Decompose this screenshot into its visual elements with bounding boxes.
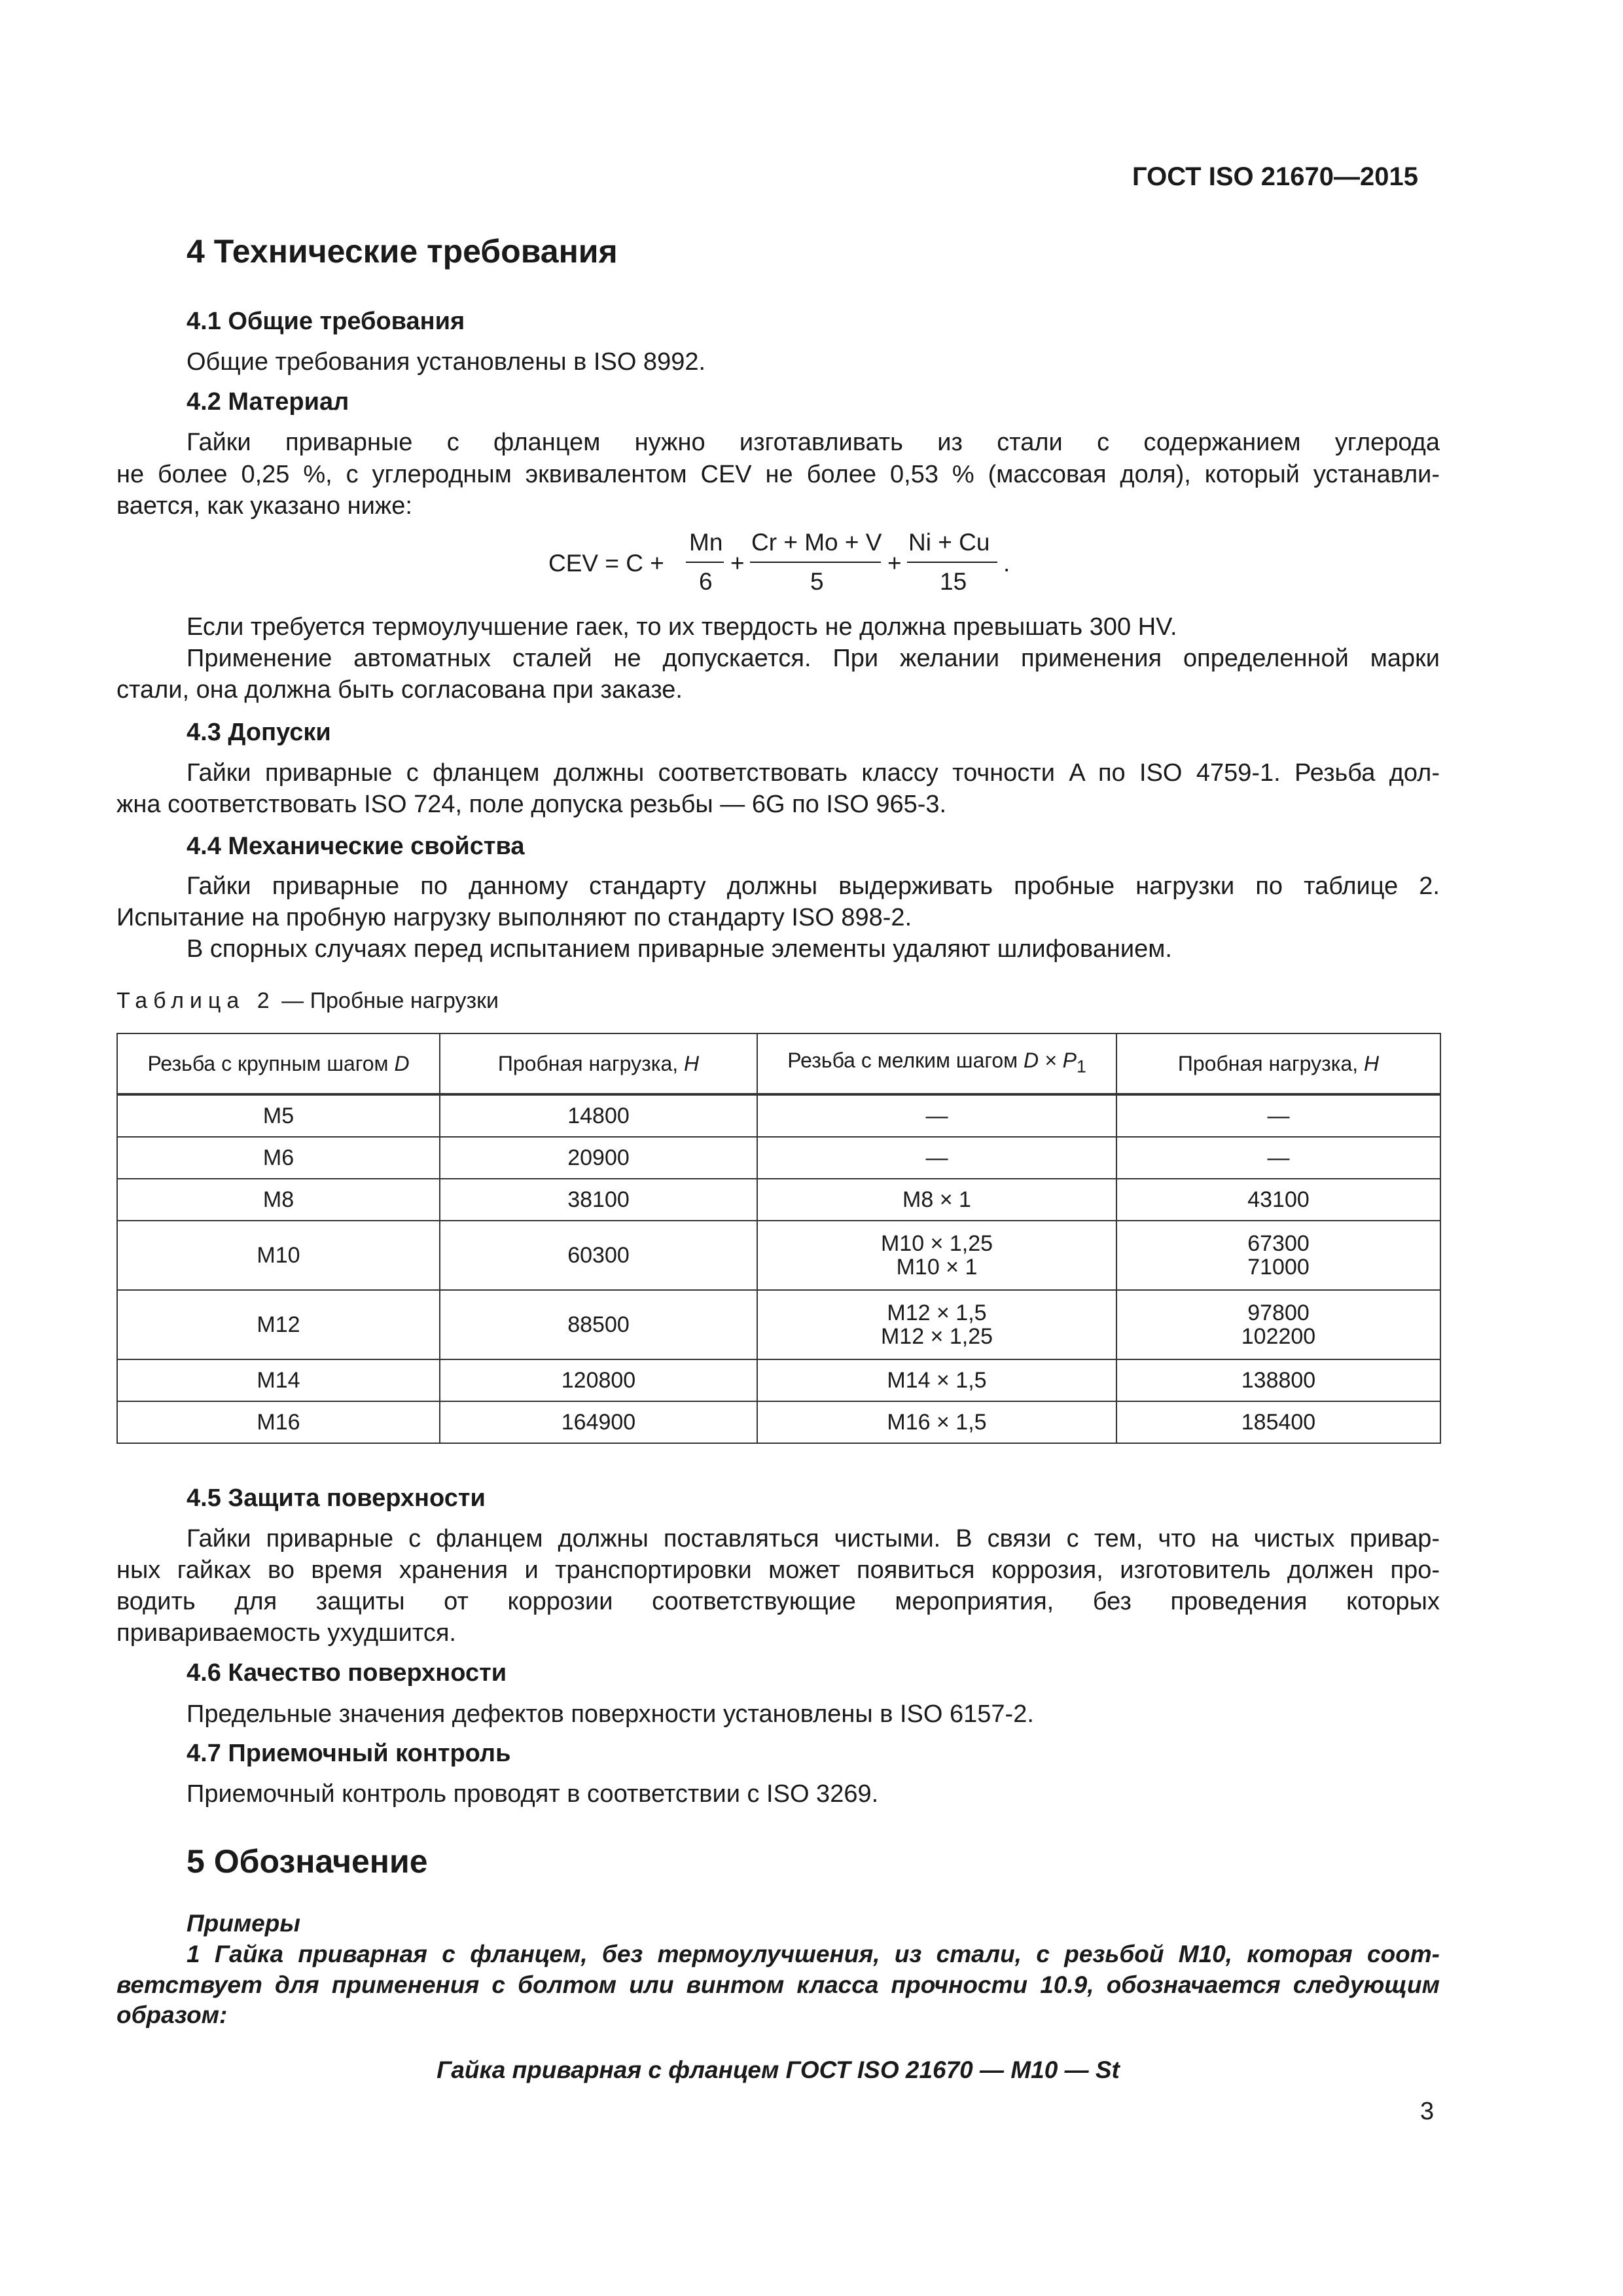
section-4-2-title: 4.2 Материал [187, 388, 349, 416]
formula-f1-den: 6 [699, 568, 713, 595]
cell-fine-load: 67300 71000 [1116, 1221, 1440, 1290]
cev-formula [548, 529, 1020, 601]
formula-f2-num: Cr + Mo + V [751, 529, 882, 556]
designation-example: Гайка приварная с фланцем ГОСТ ISO 21670 — M10 — St [437, 2056, 1120, 2083]
formula-fraction-bar-2 [750, 562, 881, 563]
formula-f3-num: Ni + Cu [908, 529, 990, 556]
section-4-3-line-1: Гайки приварные с фланцем должны соответствовать классу точности A по ISO 4759-1. Резьба дол- [187, 759, 1440, 787]
cell-fine-load: 138800 [1116, 1359, 1440, 1401]
section-4-3-line-2: жна соответствовать ISO 724, поле допуска резьбы — 6G по ISO 965-3. [116, 791, 947, 818]
section-4-5-line-4: привариваемость ухудшится. [116, 1619, 456, 1647]
formula-fraction-bar-3 [907, 562, 997, 563]
cell-coarse: M5 [117, 1094, 440, 1137]
table-row [117, 1221, 1440, 1290]
formula-lhs: CEV = C + [548, 550, 664, 577]
formula-f2-den: 5 [810, 568, 824, 595]
cell-fine-load: 97800 102200 [1116, 1290, 1440, 1359]
cell-fine: M10 × 1,25 M10 × 1 [757, 1221, 1116, 1290]
header-probe-load-1: Пробная нагрузка, Н [440, 1033, 757, 1094]
formula-f3-den: 15 [940, 568, 967, 595]
cell-fine: M14 × 1,5 [757, 1359, 1116, 1401]
cell-fine: M12 × 1,5 M12 × 1,25 [757, 1290, 1116, 1359]
section-4-6-text: Предельные значения дефектов поверхности установлены в ISO 6157-2. [187, 1700, 1034, 1728]
cell-fine: M16 × 1,5 [757, 1401, 1116, 1443]
table-row [117, 1094, 1440, 1137]
section-5-title: 5 Обозначение [187, 1843, 428, 1880]
table-row [117, 1359, 1440, 1401]
cell-fine: — [757, 1137, 1116, 1179]
section-4-7-title: 4.7 Приемочный контроль [187, 1740, 511, 1767]
section-4-3-title: 4.3 Допуски [187, 719, 331, 746]
cell-load: 120800 [440, 1359, 757, 1401]
section-4-4-line-2: Испытание на пробную нагрузку выполняют по стандарту ISO 898-2. [116, 904, 912, 931]
section-4-5-line-1: Гайки приварные с фланцем должны поставляться чистыми. В связи с тем, что на чистых привар- [187, 1525, 1440, 1552]
cell-fine-load: — [1116, 1094, 1440, 1137]
section-4-2-line-2: не более 0,25 %, с углеродным эквивалентом CEV не более 0,53 % (массовая доля), который устанавли- [116, 461, 1440, 488]
table-row [117, 1179, 1440, 1221]
formula-end: . [1003, 550, 1010, 577]
table-row [117, 1137, 1440, 1179]
example-1-line-2: ветствует для применения с болтом или винтом класса прочности 10.9, обозначается следующим [116, 1971, 1440, 1998]
section-4-2-line-1: Гайки приварные с фланцем нужно изготавливать из стали с содержанием углерода [187, 429, 1440, 456]
section-4-2-after-2: Применение автоматных сталей не допускается. При желании применения определенной марки [187, 645, 1440, 672]
cell-load: 14800 [440, 1094, 757, 1137]
section-4-6-title: 4.6 Качество поверхности [187, 1659, 507, 1687]
table-2-caption-prefix: Таблица 2 [116, 988, 276, 1013]
formula-plus-1: + [730, 550, 745, 577]
section-4-1-text: Общие требования установлены в ISO 8992. [187, 348, 706, 376]
examples-label: Примеры [187, 1910, 300, 1937]
section-4-1-title: 4.1 Общие требования [187, 308, 465, 335]
cell-coarse: M12 [117, 1290, 440, 1359]
cell-load: 60300 [440, 1221, 757, 1290]
section-4-2-line-3: вается, как указано ниже: [116, 492, 412, 520]
section-4-7-text: Приемочный контроль проводят в соответствии с ISO 3269. [187, 1780, 879, 1808]
cell-fine-load: 185400 [1116, 1401, 1440, 1443]
section-4-title: 4 Технические требования [187, 233, 618, 270]
cell-coarse: M16 [117, 1401, 440, 1443]
header-fine-thread: Резьба с мелким шагом $D \times P_1$ [757, 1033, 1116, 1094]
section-4-5-line-3: водить для защиты от коррозии соответствующие мероприятия, без проведения которых [116, 1588, 1440, 1615]
cell-fine: M8 × 1 [757, 1179, 1116, 1221]
section-4-4-line-1: Гайки приварные по данному стандарту должны выдерживать пробные нагрузки по таблице 2. [187, 872, 1440, 900]
formula-fraction-bar-1 [686, 562, 724, 563]
table-row [117, 1401, 1440, 1443]
header-probe-load-2: Пробная нагрузка, Н [1116, 1033, 1440, 1094]
cell-coarse: M6 [117, 1137, 440, 1179]
section-4-2-after-3: стали, она должна быть согласована при заказе. [116, 676, 683, 704]
header-coarse-thread: Резьба с крупным шагом D [117, 1033, 440, 1094]
cell-load: 38100 [440, 1179, 757, 1221]
formula-plus-2: + [887, 550, 902, 577]
table-2-caption-rest: — Пробные нагрузки [275, 988, 499, 1013]
cell-load: 88500 [440, 1290, 757, 1359]
cell-fine: — [757, 1094, 1116, 1137]
cell-fine-load: 43100 [1116, 1179, 1440, 1221]
table-row [117, 1290, 1440, 1359]
table-header-row [117, 1033, 1440, 1094]
section-4-5-line-2: ных гайках во время хранения и транспортировки может появиться коррозия, изготовитель должен про- [116, 1556, 1440, 1584]
section-4-4-line-3: В спорных случаях перед испытанием приварные элементы удаляют шлифованием. [187, 935, 1172, 963]
example-1-line-1: 1 Гайка приварная с фланцем, без термоулучшения, из стали, с резьбой M10, которая соот- [187, 1941, 1440, 1967]
section-4-4-title: 4.4 Механические свойства [187, 833, 525, 860]
page-number: 3 [1420, 2098, 1435, 2125]
section-4-2-after-1: Если требуется термоулучшение гаек, то их твердость не должна превышать 300 HV. [187, 613, 1177, 641]
cell-coarse: M10 [117, 1221, 440, 1290]
cell-load: 20900 [440, 1137, 757, 1179]
cell-coarse: M8 [117, 1179, 440, 1221]
formula-f1-num: Mn [689, 529, 723, 556]
table-2-caption [116, 988, 499, 1014]
section-4-5-title: 4.5 Защита поверхности [187, 1484, 486, 1512]
cell-fine-load: — [1116, 1137, 1440, 1179]
example-1-line-3: образом: [116, 2001, 228, 2028]
cell-coarse: M14 [117, 1359, 440, 1401]
document-id: ГОСТ ISO 21670—2015 [1132, 162, 1418, 191]
cell-load: 164900 [440, 1401, 757, 1443]
table-2-probe-loads [116, 1033, 1441, 1444]
